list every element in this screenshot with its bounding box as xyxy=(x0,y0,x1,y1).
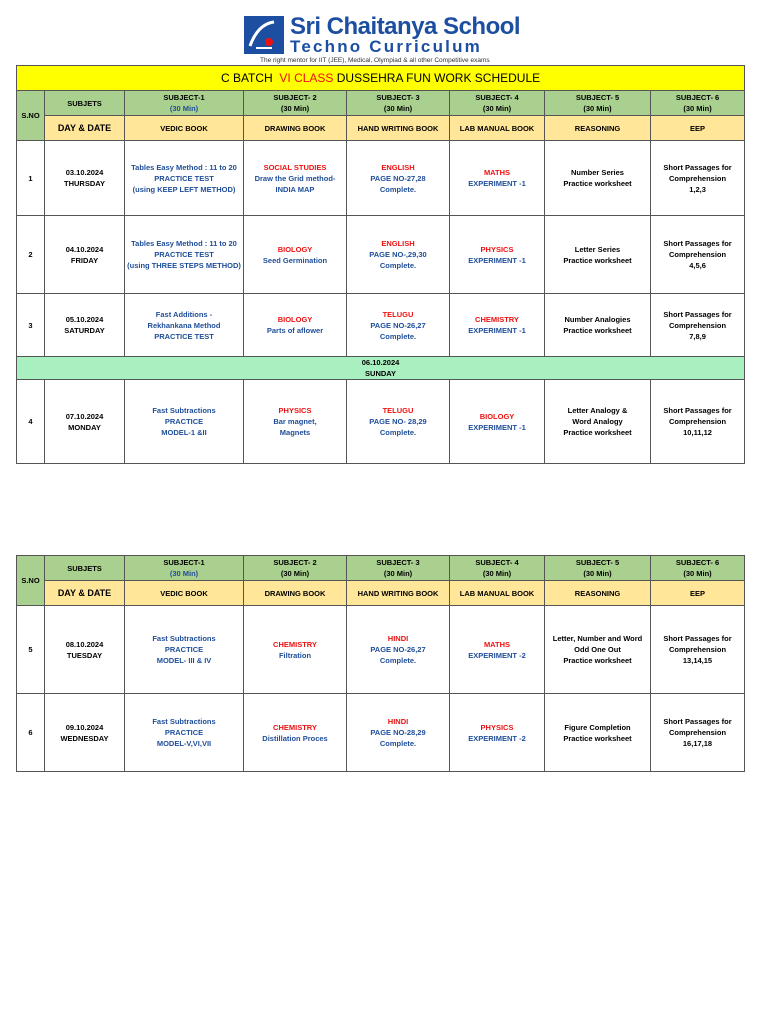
school-logo xyxy=(244,13,521,64)
subject-header: SUBJECT- 2 (30 Min) xyxy=(244,91,347,116)
holiday-cell: 06.10.2024 SUNDAY xyxy=(17,357,745,380)
subject-header: SUBJECT- 4 (30 Min) xyxy=(450,91,545,116)
day-date-header: DAY & DATE xyxy=(45,581,125,606)
row-handwriting: HINDI PAGE NO-28,29 Complete. xyxy=(347,694,450,772)
book-header: LAB MANUAL BOOK xyxy=(450,116,545,141)
row-reasoning: Number Analogies Practice worksheet xyxy=(545,294,651,357)
row-drawing: SOCIAL STUDIES Draw the Grid method- INDIA MAP xyxy=(244,141,347,216)
row-sno: 4 xyxy=(17,380,45,464)
row-date: 07.10.2024 MONDAY xyxy=(45,380,125,464)
row-lab: PHYSICS EXPERIMENT -1 xyxy=(450,216,545,294)
row-eep: Short Passages for Comprehension 1,2,3 xyxy=(651,141,745,216)
subject-header: SUBJECT-1 (30 Min) xyxy=(125,91,244,116)
row-vedic: Tables Easy Method : 11 to 20 PRACTICE TEST (using KEEP LEFT METHOD) xyxy=(125,141,244,216)
row-handwriting: HINDI PAGE NO-26,27 Complete. xyxy=(347,606,450,694)
row-reasoning: Letter Analogy & Word Analogy Practice worksheet xyxy=(545,380,651,464)
row-sno: 3 xyxy=(17,294,45,357)
row-vedic: Fast Subtractions PRACTICE MODEL-V,VI,VII xyxy=(125,694,244,772)
subject-header: SUBJECT- 3 (30 Min) xyxy=(347,556,450,581)
row-handwriting: ENGLISH PAGE NO-27,28 Complete. xyxy=(347,141,450,216)
header-row-books xyxy=(17,581,745,606)
subject-header: SUBJECT- 6 (30 Min) xyxy=(651,91,745,116)
row-handwriting: TELUGU PAGE NO-26,27 Complete. xyxy=(347,294,450,357)
subjets-header: SUBJETS xyxy=(45,91,125,116)
header-row-books xyxy=(17,116,745,141)
subject-header: SUBJECT- 4 (30 Min) xyxy=(450,556,545,581)
row-reasoning: Figure Completion Practice worksheet xyxy=(545,694,651,772)
row-sno: 1 xyxy=(17,141,45,216)
row-drawing: CHEMISTRY Filtration xyxy=(244,606,347,694)
header-row-subjects xyxy=(17,91,745,116)
table-row xyxy=(17,216,745,294)
row-eep: Short Passages for Comprehension 16,17,18 xyxy=(651,694,745,772)
row-date: 09.10.2024 WEDNESDAY xyxy=(45,694,125,772)
row-sno: 2 xyxy=(17,216,45,294)
book-header: DRAWING BOOK xyxy=(244,116,347,141)
row-date: 05.10.2024 SATURDAY xyxy=(45,294,125,357)
day-date-header: DAY & DATE xyxy=(45,116,125,141)
holiday-row xyxy=(17,357,745,380)
schedule-title: C BATCH VI CLASS DUSSEHRA FUN WORK SCHEDULE xyxy=(17,66,745,91)
schedule-table-2 xyxy=(16,555,745,772)
book-header: VEDIC BOOK xyxy=(125,581,244,606)
subject-header: SUBJECT- 6 (30 Min) xyxy=(651,556,745,581)
row-lab: PHYSICS EXPERIMENT -2 xyxy=(450,694,545,772)
book-header: EEP xyxy=(651,116,745,141)
table-row xyxy=(17,380,745,464)
table-row xyxy=(17,141,745,216)
table-row xyxy=(17,294,745,357)
book-header: EEP xyxy=(651,581,745,606)
row-eep: Short Passages for Comprehension 13,14,15 xyxy=(651,606,745,694)
book-header: REASONING xyxy=(545,581,651,606)
row-eep: Short Passages for Comprehension 4,5,6 xyxy=(651,216,745,294)
row-drawing: BIOLOGY Parts of aflower xyxy=(244,294,347,357)
brand-name: Sri Chaitanya School xyxy=(290,13,521,40)
subjets-header: SUBJETS xyxy=(45,556,125,581)
row-date: 04.10.2024 FRIDAY xyxy=(45,216,125,294)
row-sno: 6 xyxy=(17,694,45,772)
subject-header: SUBJECT- 3 (30 Min) xyxy=(347,91,450,116)
book-header: HAND WRITING BOOK xyxy=(347,116,450,141)
row-vedic: Fast Subtractions PRACTICE MODEL-1 &II xyxy=(125,380,244,464)
row-handwriting: ENGLISH PAGE NO-,29,30 Complete. xyxy=(347,216,450,294)
row-eep: Short Passages for Comprehension 7,8,9 xyxy=(651,294,745,357)
sno-header: S.NO xyxy=(17,556,45,606)
brand-subtitle: Techno Curriculum xyxy=(290,37,482,56)
row-handwriting: TELUGU PAGE NO- 28,29 Complete. xyxy=(347,380,450,464)
table-row xyxy=(17,606,745,694)
row-reasoning: Letter Series Practice worksheet xyxy=(545,216,651,294)
book-header: LAB MANUAL BOOK xyxy=(450,581,545,606)
row-lab: MATHS EXPERIMENT -2 xyxy=(450,606,545,694)
row-vedic: Fast Additions - Rekhankana Method PRACTICE TEST xyxy=(125,294,244,357)
row-sno: 5 xyxy=(17,606,45,694)
row-date: 08.10.2024 TUESDAY xyxy=(45,606,125,694)
book-header: REASONING xyxy=(545,116,651,141)
book-header: DRAWING BOOK xyxy=(244,581,347,606)
row-reasoning: Letter, Number and Word Odd One Out Practice worksheet xyxy=(545,606,651,694)
book-header: VEDIC BOOK xyxy=(125,116,244,141)
table-row xyxy=(17,694,745,772)
sno-header: S.NO xyxy=(17,91,45,141)
row-vedic: Tables Easy Method : 11 to 20 PRACTICE TEST (using THREE STEPS METHOD) xyxy=(125,216,244,294)
row-drawing: BIOLOGY Seed Germination xyxy=(244,216,347,294)
row-lab: BIOLOGY EXPERIMENT -1 xyxy=(450,380,545,464)
subject-header: SUBJECT- 2 (30 Min) xyxy=(244,556,347,581)
row-lab: CHEMISTRY EXPERIMENT -1 xyxy=(450,294,545,357)
brand-tagline: The right mentor for IIT (JEE), Medical, Olympiad & all other Competitive exams xyxy=(260,57,490,64)
row-vedic: Fast Subtractions PRACTICE MODEL- III & IV xyxy=(125,606,244,694)
subject-header: SUBJECT- 5 (30 Min) xyxy=(545,556,651,581)
row-eep: Short Passages for Comprehension 10,11,12 xyxy=(651,380,745,464)
schedule-table-1 xyxy=(16,65,745,464)
subject-header: SUBJECT-1 (30 Min) xyxy=(125,556,244,581)
subject-header: SUBJECT- 5 (30 Min) xyxy=(545,91,651,116)
row-lab: MATHS EXPERIMENT -1 xyxy=(450,141,545,216)
header-row-subjects xyxy=(17,556,745,581)
title-row xyxy=(17,66,745,91)
row-drawing: PHYSICS Bar magnet, Magnets xyxy=(244,380,347,464)
logo-emblem-icon xyxy=(244,16,284,54)
book-header: HAND WRITING BOOK xyxy=(347,581,450,606)
row-reasoning: Number Series Practice worksheet xyxy=(545,141,651,216)
row-drawing: CHEMISTRY Distillation Proces xyxy=(244,694,347,772)
row-date: 03.10.2024 THURSDAY xyxy=(45,141,125,216)
